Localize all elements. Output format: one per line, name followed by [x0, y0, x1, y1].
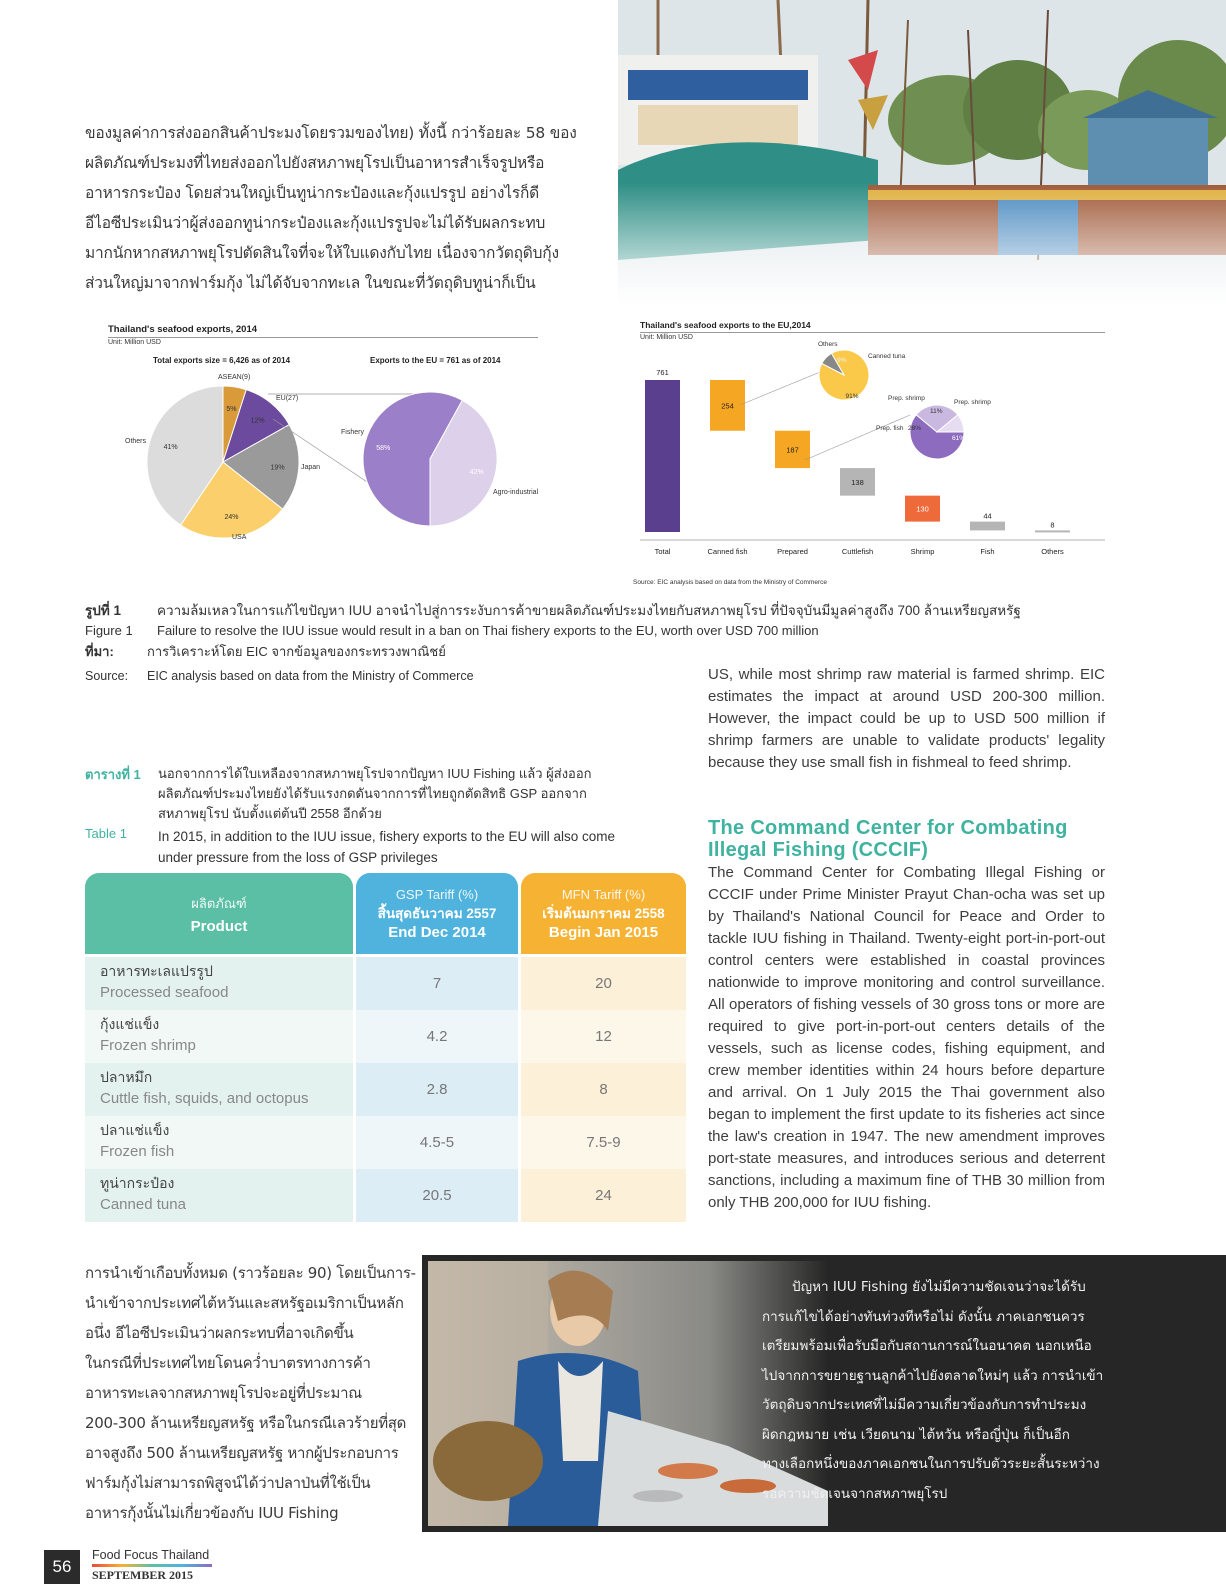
slice-outer-label: Canned tuna [868, 353, 906, 360]
table-caption-en [158, 826, 615, 868]
text-line: รอความชัดเจนจากสหภาพยุโรป [762, 1485, 948, 1502]
heading-line: Illegal Fishing (CCCIF) [708, 839, 929, 861]
table-caption-label-en: Table 1 [85, 826, 127, 841]
highlight-box [422, 1255, 1226, 1532]
caption-label: Source: [85, 669, 129, 683]
slice-label: 24% [224, 514, 239, 522]
slice-outer-label: Prep. shrimp [954, 399, 991, 406]
slice-label: 28% [908, 425, 922, 432]
table-caption-th [158, 764, 592, 824]
chart-unit: Unit: Million USD [108, 339, 161, 346]
caption-label: Figure 1 [85, 623, 133, 638]
text-line: อาหารทะเลจากสหภาพยุโรปจะอยู่ที่ประมาณ [85, 1384, 362, 1402]
caption-text: ความล้มเหลวในการแก้ไขปัญหา IUU อาจนำไปสู่การระงับการค้าขายผลิตภัณฑ์ประมงไทยกับสหภาพยุโรป ที่ปัจจุบันมีมูลค่าสูงถึง 700 ล้านเหรียญสหรัฐ [157, 603, 1021, 618]
slice-outer-label: USA [232, 534, 247, 541]
gsp-cell: 4.5-5 [356, 1116, 518, 1169]
mfn-cell: 7.5-9 [521, 1116, 686, 1169]
slice-label: 41% [163, 444, 178, 452]
caption-line: สหภาพยุโรป นับตั้งแต่ต้นปี 2558 อีกด้วย [158, 806, 382, 821]
bar-value-label: 44 [983, 511, 992, 521]
header-product-th: ผลิตภัณฑ์ [191, 895, 247, 911]
product-th: กุ้งแช่แข็ง [100, 1016, 160, 1032]
product-th: อาหารทะเลแปรรูป [100, 963, 213, 979]
text-line: การแก้ไขได้อย่างทันท่วงทีหรือไม่ ดังนั้น ภาคเอกชนควร [762, 1308, 1085, 1325]
text-line: ผลิตภัณฑ์ประมงที่ไทยส่งออกไปยังสหภาพยุโรปเป็นอาหารสำเร็จรูปหรือ [85, 154, 545, 172]
slice-outer-label: Prep. fish [876, 425, 904, 432]
category-label: Total [654, 547, 671, 556]
slice-label: 5% [226, 405, 237, 413]
text-line: อาหารกระป๋อง โดยส่วนใหญ่เป็นทูน่ากระป๋องและกุ้งแปรรูป อย่างไรก็ดี [85, 184, 540, 202]
header-gsp-line2: สิ้นสุดธันวาคม 2557 [377, 905, 497, 921]
text-line: ทางเลือกหนึ่งของภาคเอกชนในการปรับตัวระยะสั้นระหว่าง [762, 1456, 1100, 1472]
text-line: ในกรณีที่ประเทศไทยโดนคว่ำบาตรทางการค้า [85, 1354, 371, 1372]
bar-chart-canvas [640, 320, 1110, 590]
section-heading [708, 817, 1128, 861]
header-product [85, 873, 353, 954]
product-en: Cuttle fish, squids, and octopus [100, 1090, 309, 1107]
table-caption-label-th: ตารางที่ 1 [85, 767, 141, 782]
product-cell [85, 1116, 353, 1169]
slice-label: 61% [952, 435, 966, 442]
caption-line: นอกจากการได้ใบเหลืองจากสหภาพยุโรปจากปัญหา IUU Fishing แล้ว ผู้ส่งออก [158, 766, 592, 781]
text-line: ฟาร์มกุ้งไม่สามารถพิสูจน์ได้ว่าปลาป่นที่ใช้เป็น [85, 1474, 371, 1492]
header-mfn-line3: Begin Jan 2015 [548, 923, 659, 941]
gsp-cell: 7 [356, 957, 518, 1010]
table-row [85, 1116, 686, 1169]
slice-label: 12% [250, 417, 265, 425]
text-line: ส่วนใหญ่มาจากฟาร์มกุ้ง ไม่ได้จับจากทะเล ในขณะที่วัตถุดิบทูน่าก็เป็น [85, 274, 536, 292]
text-line: วัตถุดิบจากประเทศที่ไม่มีความเกี่ยวข้องกับการทำประมง [762, 1397, 1087, 1413]
color-rule [92, 1564, 212, 1567]
chart-unit: Unit: Million USD [640, 334, 693, 341]
figure-caption-th [85, 601, 1085, 621]
seafood-exports-pie-chart [108, 324, 548, 559]
magazine-name: Food Focus Thailand [92, 1548, 210, 1562]
bar [1035, 530, 1070, 532]
category-label: Fish [980, 547, 995, 556]
bar-value-label: 761 [656, 368, 669, 377]
product-en: Frozen shrimp [100, 1037, 196, 1054]
caption-line: In 2015, in addition to the IUU issue, fishery exports to the EU will also come [158, 829, 615, 844]
slice-label: 9% [837, 357, 847, 364]
text-line: เตรียมพร้อมเพื่อรับมือกับสถานการณ์ในอนาคต นอกเหนือ [762, 1338, 1092, 1354]
fishing-boats-photo [618, 0, 1226, 305]
fishing-boats-illustration [618, 0, 1226, 305]
header-mfn-line1: MFN Tariff (%) [561, 886, 646, 902]
figure-caption-en [85, 621, 1085, 640]
tariff-table [85, 873, 686, 1228]
product-en: Frozen fish [100, 1143, 175, 1160]
slice-label: 19% [270, 464, 285, 472]
caption-text: EIC analysis based on data from the Ministry of Commerce [147, 669, 474, 683]
mfn-cell: 24 [521, 1169, 686, 1222]
bar-value-label: 254 [721, 401, 734, 411]
bar-value-label: 8 [1050, 520, 1055, 530]
slice-outer-label: ASEAN(9) [218, 374, 251, 381]
chart-title: Thailand's seafood exports to the EU,2014 [640, 320, 811, 330]
header-gsp-line1: GSP Tariff (%) [395, 886, 479, 902]
slice-outer-label: Others [125, 438, 147, 445]
slice-outer-label: Prep. shrimp [888, 395, 925, 402]
bar [970, 522, 1005, 531]
text-line: 200-300 ล้านเหรียญสหรัฐ หรือในกรณีเลวร้ายที่สุด [85, 1414, 407, 1432]
chart-source: Source: EIC analysis based on data from the Ministry of Commerce [633, 579, 827, 586]
chart-subtitle-left: Total exports size = 6,426 as of 2014 [153, 356, 291, 365]
header-gsp [356, 873, 518, 954]
slice-label: 42% [469, 468, 484, 476]
connector-line [805, 415, 910, 460]
table-row [85, 1010, 686, 1063]
gsp-cell: 2.8 [356, 1063, 518, 1116]
table-row [85, 1169, 686, 1222]
text-line: ปัญหา IUU Fishing ยังไม่มีความชัดเจนว่าจะได้รับ [792, 1279, 1086, 1295]
mfn-cell: 12 [521, 1010, 686, 1063]
header-product-en: Product [190, 917, 248, 935]
caption-label: รูปที่ 1 [85, 603, 121, 618]
connector-line [740, 370, 825, 405]
heading-line: The Command Center for Combating [708, 817, 1068, 839]
eu-exports-bar-chart [633, 320, 1110, 590]
page-number: 56 [44, 1550, 80, 1584]
text-line: ผิดกฎหมาย เช่น เวียดนาม ไต้หวัน หรือญี่ปุ่น ก็เป็นอีก [762, 1426, 1070, 1443]
header-mfn [521, 873, 686, 954]
product-cell [85, 1010, 353, 1063]
header-gsp-line3: End Dec 2014 [388, 923, 486, 941]
slice-outer-label: Agro-industrial [493, 489, 539, 496]
slice-outer-label: EU(27) [276, 395, 299, 402]
pie-chart-canvas [108, 324, 548, 559]
thai-bottom-paragraph [85, 1258, 415, 1528]
text-line: อาหารกุ้งนั้นไม่เกี่ยวข้องกับ IUU Fishing [85, 1504, 339, 1522]
text-line: อาจสูงถึง 500 ล้านเหรียญสหรัฐ หากผู้ประกอบการ [85, 1444, 399, 1462]
mfn-cell: 8 [521, 1063, 686, 1116]
slice-outer-label: Fishery [341, 429, 364, 436]
magazine-footer [92, 1548, 212, 1582]
header-mfn-line2: เริ่มต้นมกราคม 2558 [542, 905, 665, 921]
english-body-paragraph: The Command Center for Combating Illegal Fishing or CCCIF under Prime Minister Prayut Chan-ocha was set up by Thailand's National Council for Peace and Order to tackle IUU fishing in Thailand. Twenty-eight port-in-port-out control centers were established in coastal provinces nationwide to improve monitoring and control surveillance. All operators of fishing vessels of 30 gross tons or more are required to give port-in-port-out centers details of the vessels, such as license codes, fishing equipment, and crew member identities within 24 hours before departure and arrival. On 1 July 2015 the Thai government also began to implement the first update to its fisheries act since the law's creation in 1947. The new amendment improves port-state measures, and introduces serious and deterrent sanctions, including a maximum fine of THB 30 million from only THB 200,000 for IUU fishing. [708, 864, 1105, 1211]
text-line: อนึ่ง อีไอซีประเมินว่าผลกระทบที่อาจเกิดขึ้น [85, 1324, 354, 1342]
bar-value-label: 187 [786, 445, 799, 455]
chart-subtitle-right: Exports to the EU = 761 as of 2014 [370, 356, 501, 365]
table-row [85, 1063, 686, 1116]
gsp-cell: 20.5 [356, 1169, 518, 1222]
slice-label: 58% [376, 445, 391, 453]
product-cell [85, 1063, 353, 1116]
caption-text: การวิเคราะห์โดย EIC จากข้อมูลของกระทรวงพาณิชย์ [147, 644, 446, 659]
slice-label: 91% [845, 393, 859, 400]
figure-source-th [85, 640, 1085, 664]
slice-outer-label: Japan [301, 464, 321, 471]
table-row [85, 957, 686, 1010]
bar-value-label: 130 [916, 504, 929, 514]
product-en: Processed seafood [100, 984, 229, 1001]
slice-outer-label: Others [818, 341, 838, 348]
bar-value-label: 138 [851, 477, 864, 487]
bar [645, 380, 680, 532]
gsp-cell: 4.2 [356, 1010, 518, 1063]
product-en: Canned tuna [100, 1196, 186, 1213]
product-cell [85, 957, 353, 1010]
text-line: อีไอซีประเมินว่าผู้ส่งออกทูน่ากระป๋องและกุ้งแปรรูปจะไม่ได้รับผลกระทบ [85, 214, 546, 232]
product-cell [85, 1169, 353, 1222]
english-intro-paragraph: US, while most shrimp raw material is farmed shrimp. EIC estimates the impact at around USD 200-300 million. However, the impact could be up to USD 500 million if shrimp farmers are unable to validate products' legality because they use small fish in fishmeal to feed shrimp. [708, 666, 1105, 771]
category-label: Cuttlefish [841, 547, 874, 556]
category-label: Prepared [777, 547, 808, 556]
thai-top-paragraph [85, 118, 585, 298]
text-line: นำเข้าจากประเทศไต้หวันและสหรัฐอเมริกาเป็นหลัก [85, 1294, 404, 1312]
product-th: ทูน่ากระป๋อง [100, 1175, 175, 1191]
chart-title: Thailand's seafood exports, 2014 [108, 324, 258, 335]
highlight-text [762, 1273, 1202, 1509]
caption-line: ผลิตภัณฑ์ประมงไทยยังได้รับแรงกดดันจากการที่ไทยถูกตัดสิทธิ GSP ออกจาก [158, 786, 587, 801]
category-label: Shrimp [910, 547, 935, 556]
caption-line: under pressure from the loss of GSP privileges [158, 850, 438, 865]
issue-date: SEPTEMBER 2015 [92, 1568, 194, 1582]
text-line: มากนักหากสหภาพยุโรปตัดสินใจที่จะให้ใบแดงกับไทย เนื่องจากวัตถุดิบกุ้ง [85, 244, 559, 262]
caption-text: Failure to resolve the IUU issue would result in a ban on Thai fishery exports to the EU, worth over USD 700 million [157, 623, 819, 638]
caption-label: ที่มา: [85, 644, 114, 659]
category-label: Others [1041, 547, 1064, 556]
mfn-cell: 20 [521, 957, 686, 1010]
text-line: ไปจากการขยายฐานลูกค้าไปยังตลาดใหม่ๆ แล้ว การนำเข้า [762, 1367, 1104, 1384]
product-th: ปลาแช่แข็ง [100, 1122, 170, 1138]
text-line: ของมูลค่าการส่งออกสินค้าประมงโดยรวมของไทย) ทั้งนี้ กว่าร้อยละ 58 ของ [85, 124, 577, 142]
category-label: Canned fish [707, 547, 748, 556]
product-th: ปลาหมึก [100, 1069, 153, 1085]
text-line: การนำเข้าเกือบทั้งหมด (ราวร้อยละ 90) โดยเป็นการ- [85, 1264, 416, 1282]
slice-label: 11% [930, 408, 943, 415]
